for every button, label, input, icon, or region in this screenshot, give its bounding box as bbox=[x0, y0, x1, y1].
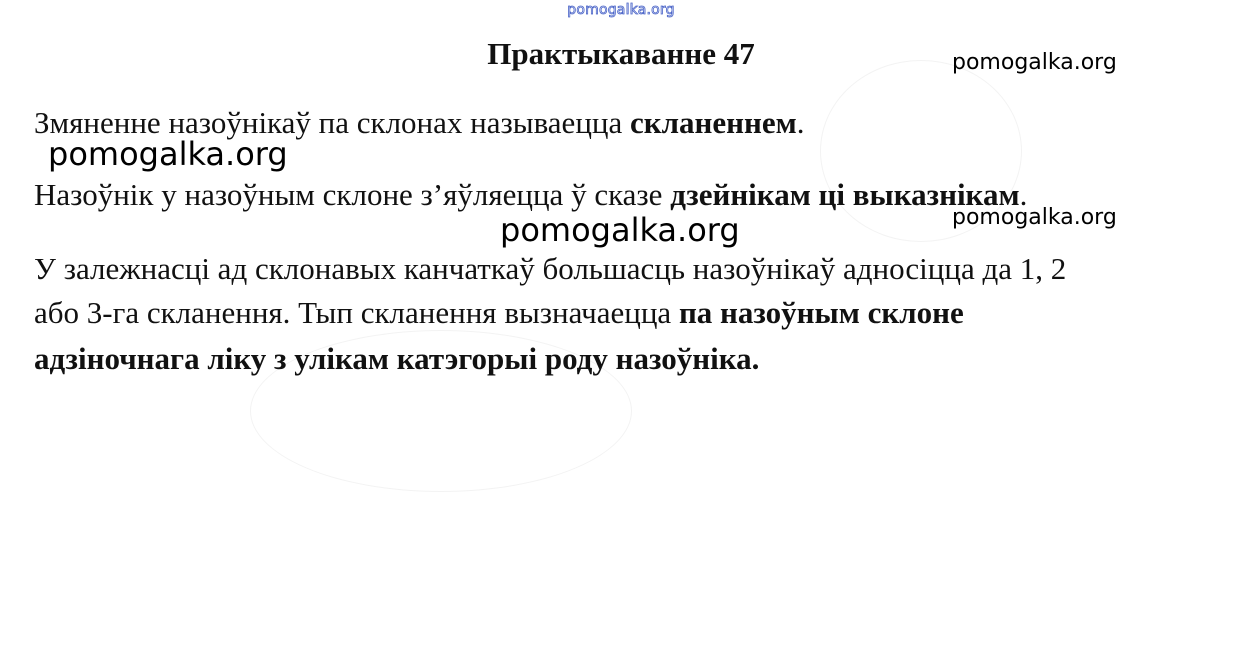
exercise-title: Практыкаванне 47 bbox=[487, 36, 755, 71]
watermark-right-mid: pomogalka.org bbox=[952, 205, 1117, 230]
watermark-top: pomogalka.org bbox=[567, 2, 675, 18]
paragraph-text: або 3-га скланення. Тып скланення вызначаецца bbox=[34, 295, 679, 330]
paragraph-text: Назоўнік у назоўным склоне з’яўляецца ў сказе bbox=[34, 177, 671, 212]
paragraph-declension-types-line2 bbox=[34, 294, 964, 331]
paragraph-text: Змяненне назоўнікаў па склонах называецца bbox=[34, 105, 631, 140]
watermark-right-upper: pomogalka.org bbox=[952, 50, 1117, 75]
punctuation: . bbox=[1019, 177, 1028, 212]
bold-term: па назоўным склоне bbox=[678, 295, 964, 330]
paragraph-declension-types-line3 bbox=[34, 340, 759, 377]
bold-term: скланеннем bbox=[630, 105, 797, 140]
watermark-left-mid: pomogalka.org bbox=[48, 135, 288, 173]
punctuation: . bbox=[796, 105, 805, 140]
paragraph-text: У залежнасці ад склонавых канчаткаў большасць назоўнікаў адносіцца да 1, 2 bbox=[34, 251, 1067, 286]
watermark-center: pomogalka.org bbox=[500, 211, 740, 249]
bold-term: дзейнікам ці выказнікам bbox=[670, 177, 1020, 212]
paragraph-declension-types-line1 bbox=[34, 250, 1066, 287]
paragraph-nominative-role bbox=[34, 176, 1027, 213]
bold-term: адзіночнага ліку з улікам катэгорыі роду назоўніка. bbox=[34, 341, 760, 376]
